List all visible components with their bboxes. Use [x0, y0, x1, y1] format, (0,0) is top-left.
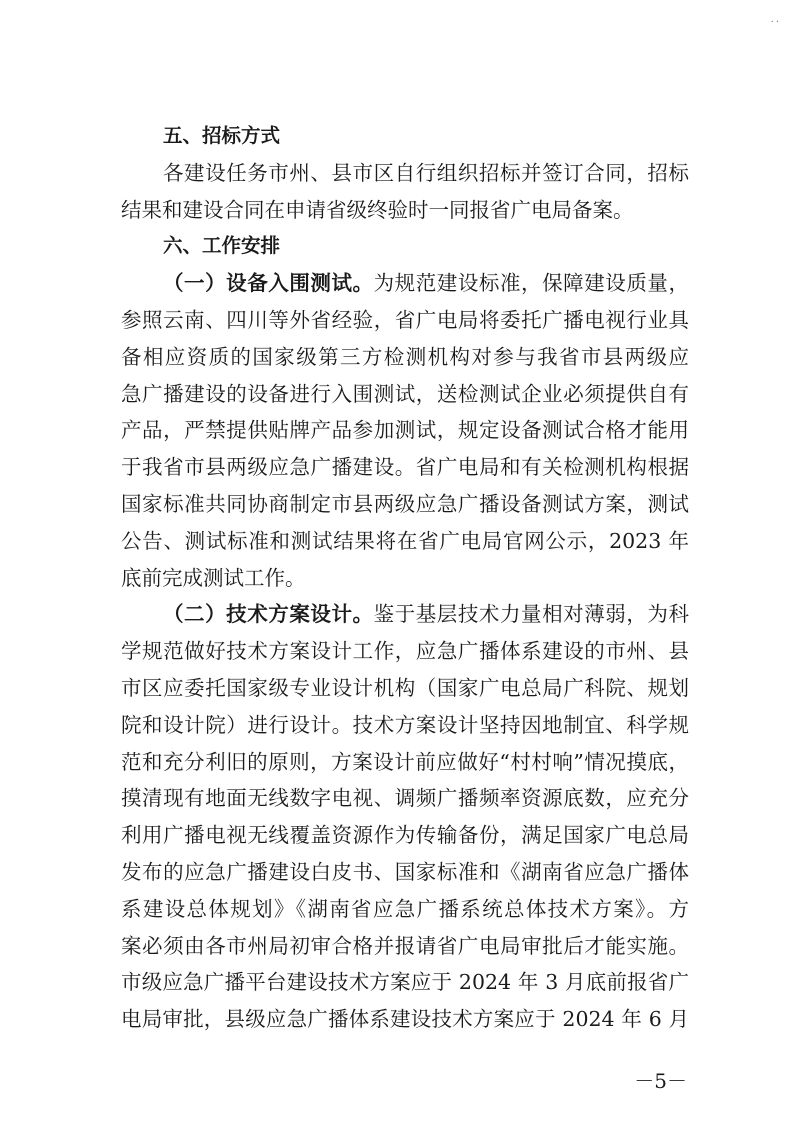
section-heading-5: 五、招标方式: [163, 124, 281, 147]
paragraph-line: 备相应资质的国家级第三方检测机构对参与我省市县两级应: [121, 344, 689, 369]
paragraph-line: 公告、测试标准和测试结果将在省广电局官网公示，2023 年: [121, 528, 689, 553]
paragraph-line: 各建设任务市州、县市区自行组织招标并签订合同，招标: [163, 160, 689, 185]
paragraph-line: 范和充分利旧的原则，方案设计前应做好“村村响”情况摸底，: [121, 749, 689, 774]
paragraph-first-line: [121, 596, 689, 633]
paragraph-text: 为规范建设标准，保障建设质量，: [373, 271, 689, 296]
paragraph-line: 国家标准共同协商制定市县两级应急广播设备测试方案，测试: [121, 491, 689, 516]
paragraph-line: 案必须由各市州局初审合格并报请省广电局审批后才能实施。: [121, 933, 689, 958]
paragraph-line: 利用广播电视无线覆盖资源作为传输备份，满足国家广电总局: [121, 823, 689, 848]
paragraph-line: 系建设总体规划》《湖南省应急广播系统总体技术方案》。方: [121, 896, 689, 921]
paragraph-line: 电局审批，县级应急广播体系建设技术方案应于 2024 年 6 月: [121, 1007, 689, 1032]
paragraph-line: 于我省市县两级应急广播建设。省广电局和有关检测机构根据: [121, 455, 689, 480]
paragraph-line: 结果和建设合同在申请省级终验时一同报省广电局备案。: [121, 197, 634, 222]
subheading-technical-design: （二）技术方案设计。: [163, 602, 374, 627]
subheading-equipment-test: （一）设备入围测试。: [163, 271, 374, 296]
paragraph-line: 院和设计院）进行设计。技术方案设计坚持因地制宜、科学规: [121, 712, 689, 737]
paragraph-line: 发布的应急广播建设白皮书、国家标准和《湖南省应急广播体: [121, 859, 689, 884]
paragraph-line: 底前完成测试工作。: [121, 565, 306, 590]
paragraph-line: 摸清现有地面无线数字电视、调频广播频率资源底数，应充分: [121, 786, 689, 811]
paragraph-line: 市级应急广播平台建设技术方案应于 2024 年 3 月底前报省广: [121, 970, 689, 995]
paragraph-line: 学规范做好技术方案设计工作，应急广播体系建设的市州、县: [121, 639, 689, 664]
paragraph-line: 急广播建设的设备进行入围测试，送检测试企业必须提供自有: [121, 381, 689, 406]
paragraph-line: 参照云南、四川等外省经验，省广电局将委托广播电视行业具: [121, 307, 689, 332]
paragraph-first-line: [121, 265, 689, 302]
document-body: [121, 118, 689, 1038]
paragraph-line: 市区应委托国家级专业设计机构（国家广电总局广科院、规划: [121, 675, 689, 700]
section-heading-6: 六、工作安排: [163, 234, 281, 258]
paragraph-line: 产品，严禁提供贴牌产品参加测试，规定设备测试合格才能用: [121, 418, 689, 443]
corner-mark: ..: [770, 14, 781, 25]
paragraph-text: 鉴于基层技术力量相对薄弱，为科: [373, 602, 689, 627]
page-number: －5－: [634, 1069, 687, 1093]
